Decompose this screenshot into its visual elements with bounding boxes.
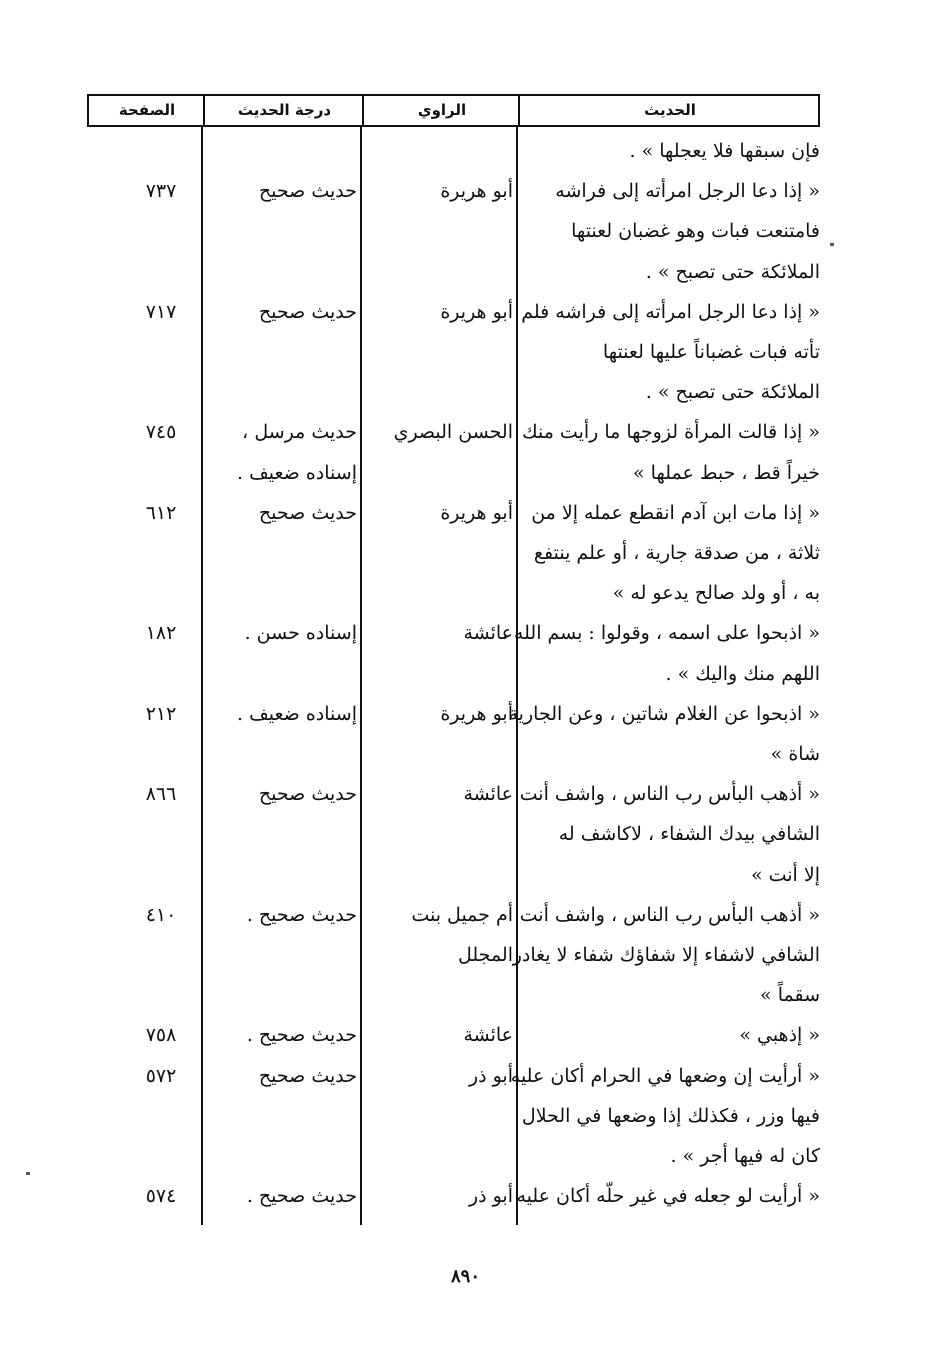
table-row bbox=[87, 412, 820, 452]
page-ref bbox=[131, 453, 191, 493]
narrator bbox=[363, 252, 513, 292]
narrator bbox=[363, 332, 513, 372]
hadith-text: الملائكة حتى تصبح » . bbox=[645, 261, 820, 283]
table-row bbox=[87, 453, 820, 493]
table-row bbox=[87, 1056, 820, 1096]
narrator bbox=[363, 654, 513, 694]
narrator: أبو ذر bbox=[468, 1185, 513, 1207]
page-ref: ٧٤٥ bbox=[145, 421, 177, 443]
table-row bbox=[87, 895, 820, 935]
table-row bbox=[87, 613, 820, 653]
table-row bbox=[87, 252, 820, 292]
table-row bbox=[87, 654, 820, 694]
hadith-text: الشافي لاشفاء إلا شفاؤك شفاء لا يغادر bbox=[512, 944, 820, 966]
table-row bbox=[87, 975, 820, 1015]
page-ref bbox=[131, 1136, 191, 1176]
table-row bbox=[87, 734, 820, 774]
hadith-grade: إسناده ضعيف . bbox=[237, 703, 357, 725]
page-ref bbox=[131, 1096, 191, 1136]
narrator bbox=[363, 533, 513, 573]
hadith-grade: إسناده ضعيف . bbox=[237, 462, 357, 484]
table-header bbox=[87, 94, 820, 127]
narrator: أبو هريرة bbox=[440, 301, 513, 323]
hadith-grade bbox=[207, 332, 357, 372]
hadith-text: ثلاثة ، من صدقة جارية ، أو علم ينتفع bbox=[533, 542, 820, 564]
hadith-grade: حديث صحيح bbox=[258, 783, 357, 805]
table-row bbox=[87, 935, 820, 975]
table-row bbox=[87, 1015, 820, 1055]
hadith-grade bbox=[207, 252, 357, 292]
hadith-text: فإن سبقها فلا يعجلها » . bbox=[629, 140, 820, 162]
hadith-grade bbox=[207, 131, 357, 171]
narrator: الحسن البصري bbox=[393, 421, 513, 443]
hadith-text: شاة » bbox=[770, 743, 820, 765]
narrator bbox=[363, 814, 513, 854]
page-ref: ٥٧٤ bbox=[145, 1185, 177, 1207]
page-ref: ٧٥٨ bbox=[145, 1024, 177, 1046]
table-row bbox=[87, 573, 820, 613]
page-ref: ١٨٢ bbox=[145, 622, 177, 644]
table-row bbox=[87, 774, 820, 814]
page-ref: ٢١٢ bbox=[145, 703, 177, 725]
narrator bbox=[363, 453, 513, 493]
hadith-text: « أرأيت إن وضعها في الحرام أكان عليه bbox=[510, 1065, 820, 1087]
hadith-grade bbox=[207, 573, 357, 613]
table-row bbox=[87, 211, 820, 251]
hadith-text: خيراً قط ، حبط عملها » bbox=[633, 462, 820, 484]
hadith-text: « أرأيت لو جعله في غير حلّه أكان عليه bbox=[516, 1185, 820, 1207]
page-ref bbox=[131, 252, 191, 292]
hadith-grade bbox=[207, 935, 357, 975]
narrator bbox=[363, 734, 513, 774]
hadith-text: اللهم منك واليك » . bbox=[665, 663, 820, 685]
narrator: أبو هريرة bbox=[440, 502, 513, 524]
page-ref bbox=[131, 533, 191, 573]
hadith-grade bbox=[207, 855, 357, 895]
table-row bbox=[87, 372, 820, 412]
page-ref bbox=[131, 211, 191, 251]
hadith-grade: حديث مرسل ، bbox=[242, 421, 357, 443]
header-page: الصفحة bbox=[118, 101, 176, 119]
header-daraja: درجة الحديث bbox=[237, 101, 332, 119]
hadith-grade bbox=[207, 372, 357, 412]
page-ref bbox=[131, 372, 191, 412]
hadith-grade bbox=[207, 1096, 357, 1136]
hadith-text: « اذبحوا عن الغلام شاتين ، وعن الجارية bbox=[508, 703, 820, 725]
narrator: عائشة bbox=[463, 622, 513, 644]
page-number: ٨٩٠ bbox=[450, 1266, 480, 1287]
hadith-text: « اذبحوا على اسمه ، وقولوا : بسم الله ، bbox=[501, 622, 820, 644]
table-row bbox=[87, 131, 820, 171]
table-row bbox=[87, 1136, 820, 1176]
page-ref: ٨٦٦ bbox=[145, 783, 177, 805]
hadith-grade: إسناده حسن . bbox=[244, 622, 357, 644]
narrator bbox=[363, 211, 513, 251]
hadith-text: « إذا دعا الرجل امرأته إلى فراشه فلم bbox=[521, 301, 820, 323]
page-ref bbox=[131, 654, 191, 694]
narrator: عائشة bbox=[463, 1024, 513, 1046]
hadith-text: الملائكة حتى تصبح » . bbox=[645, 381, 820, 403]
narrator bbox=[363, 1136, 513, 1176]
hadith-grade bbox=[207, 211, 357, 251]
narrator: أم جميل بنت bbox=[411, 904, 513, 926]
narrator bbox=[363, 855, 513, 895]
table-row bbox=[87, 171, 820, 211]
hadith-grade bbox=[207, 1136, 357, 1176]
hadith-grade: حديث صحيح bbox=[258, 1065, 357, 1087]
header-hadith: الحديث bbox=[644, 101, 696, 119]
page-ref: ٤١٠ bbox=[145, 904, 177, 926]
hadith-grade: حديث صحيح bbox=[258, 180, 357, 202]
page-ref bbox=[131, 573, 191, 613]
table-row bbox=[87, 855, 820, 895]
page-ref: ٥٧٢ bbox=[145, 1065, 177, 1087]
hadith-grade: حديث صحيح bbox=[258, 301, 357, 323]
narrator bbox=[363, 573, 513, 613]
narrator: عائشة bbox=[463, 783, 513, 805]
hadith-text: « إذا مات ابن آدم انقطع عمله إلا من bbox=[531, 502, 820, 524]
page-ref: ٧١٧ bbox=[145, 301, 177, 323]
hadith-text: الشافي بيدك الشفاء ، لاكاشف له bbox=[558, 823, 820, 845]
table-row bbox=[87, 1176, 820, 1216]
hadith-grade: حديث صحيح . bbox=[246, 904, 357, 926]
narrator: أبو هريرة bbox=[440, 180, 513, 202]
narrator bbox=[363, 131, 513, 171]
table-row bbox=[87, 493, 820, 533]
hadith-text: به ، أو ولد صالح يدعو له » bbox=[612, 582, 820, 604]
page-ref bbox=[131, 935, 191, 975]
page-ref: ٧٣٧ bbox=[145, 180, 177, 202]
narrator bbox=[363, 975, 513, 1015]
hadith-grade bbox=[207, 814, 357, 854]
hadith-grade: حديث صحيح . bbox=[246, 1024, 357, 1046]
header-rawi: الراوي bbox=[417, 101, 467, 119]
page-ref bbox=[131, 734, 191, 774]
hadith-text: « إذهبي » bbox=[739, 1024, 820, 1046]
table-row bbox=[87, 814, 820, 854]
speck bbox=[830, 243, 834, 246]
hadith-text: فيها وزر ، فكذلك إذا وضعها في الحلال bbox=[521, 1105, 820, 1127]
hadith-text: إلا أنت » bbox=[750, 864, 820, 886]
page-ref bbox=[131, 975, 191, 1015]
table-row bbox=[87, 292, 820, 332]
page-ref bbox=[131, 131, 191, 171]
hadith-text: تأته فبات غضباناً عليها لعنتها bbox=[602, 341, 820, 363]
table-row bbox=[87, 533, 820, 573]
narrator: المجلل bbox=[458, 944, 513, 966]
hadith-grade bbox=[207, 533, 357, 573]
hadith-grade: حديث صحيح . bbox=[246, 1185, 357, 1207]
narrator: أبو هريرة bbox=[440, 703, 513, 725]
page-ref bbox=[131, 332, 191, 372]
page-ref bbox=[131, 814, 191, 854]
page-ref bbox=[131, 855, 191, 895]
narrator: أبو ذر bbox=[468, 1065, 513, 1087]
page-ref: ٦١٢ bbox=[145, 502, 177, 524]
hadith-text: « أذهب البأس رب الناس ، واشف أنت bbox=[519, 783, 820, 805]
hadith-text: فامتنعت فبات وهو غضبان لعنتها bbox=[571, 220, 820, 242]
hadith-text: « إذا دعا الرجل امرأته إلى فراشه bbox=[555, 180, 820, 202]
hadith-grade bbox=[207, 734, 357, 774]
narrator bbox=[363, 1096, 513, 1136]
table-row bbox=[87, 1096, 820, 1136]
hadith-grade bbox=[207, 654, 357, 694]
speck bbox=[26, 1172, 30, 1175]
table-row bbox=[87, 332, 820, 372]
hadith-grade bbox=[207, 975, 357, 1015]
hadith-text: سقماً » bbox=[760, 984, 820, 1006]
table-row bbox=[87, 694, 820, 734]
hadith-text: كان له فيها أجر » . bbox=[670, 1145, 820, 1167]
hadith-text: « إذا قالت المرأة لزوجها ما رأيت منك bbox=[521, 421, 820, 443]
hadith-grade: حديث صحيح bbox=[258, 502, 357, 524]
hadith-text: « أذهب البأس رب الناس ، واشف أنت bbox=[519, 904, 820, 926]
narrator bbox=[363, 372, 513, 412]
